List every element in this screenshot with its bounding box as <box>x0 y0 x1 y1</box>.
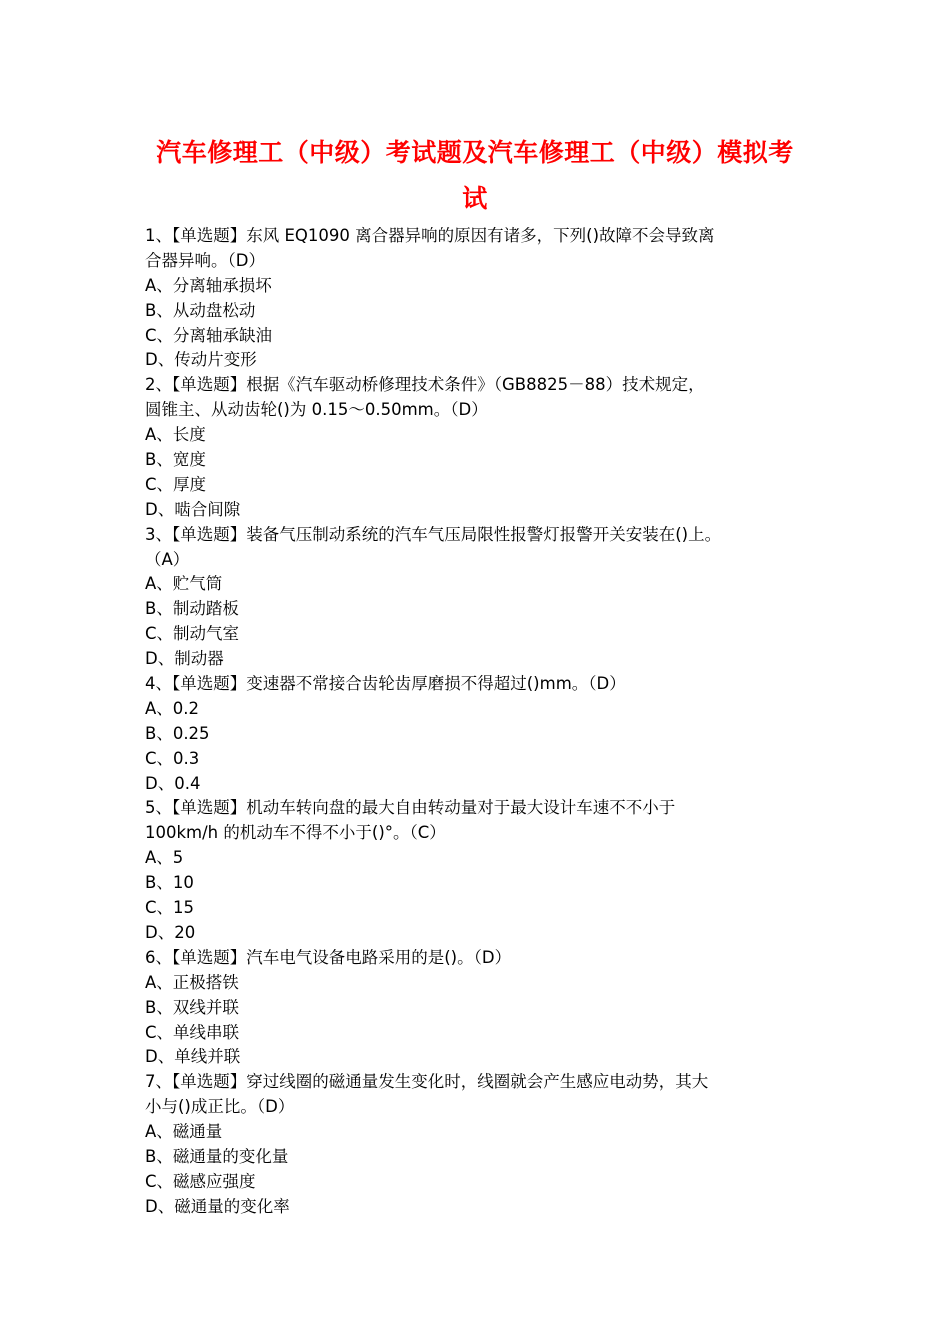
question-block <box>145 672 815 796</box>
answer-option: D、单线并联 <box>145 1047 241 1067</box>
question-block <box>145 796 815 945</box>
answer-option: A、分离轴承损坏 <box>145 275 272 295</box>
question-stem-line: 6、【单选题】汽车电气设备电路采用的是()。（D） <box>145 947 512 967</box>
answer-option: B、从动盘松动 <box>145 300 256 320</box>
answer-option: A、5 <box>145 848 184 868</box>
answer-option: D、20 <box>145 922 196 942</box>
question-stem-line: 5、【单选题】机动车转向盘的最大自由转动量对于最大设计车速不不小于 <box>145 798 676 818</box>
answer-option: B、10 <box>145 873 194 893</box>
answer-option: C、磁感应强度 <box>145 1171 256 1191</box>
question-stem-line: （A） <box>145 549 190 569</box>
answer-option: A、贮气筒 <box>145 574 223 594</box>
answer-option: D、0.4 <box>145 773 201 793</box>
question-stem-line: 2、【单选题】根据《汽车驱动桥修理技术条件》（GB8825－88）技术规定， <box>145 375 705 395</box>
answer-option: D、制动器 <box>145 649 224 669</box>
document-title <box>140 130 810 222</box>
answer-option: A、磁通量 <box>145 1122 223 1142</box>
question-block <box>145 373 815 522</box>
question-stem-line: 100km/h 的机动车不得不小于()°。（C） <box>145 823 446 843</box>
answer-option: C、制动气室 <box>145 624 240 644</box>
question-stem-line: 4、【单选题】变速器不常接合齿轮齿厚磨损不得超过()mm。（D） <box>145 674 626 694</box>
question-block <box>145 946 815 1070</box>
question-stem-line: 1、【单选题】东风 EQ1090 离合器异响的原因有诸多，下列()故障不会导致离 <box>145 226 715 245</box>
question-block <box>145 1070 815 1219</box>
question-stem-line: 7、【单选题】穿过线圈的磁通量发生变化时，线圈就会产生感应电动势，其大 <box>145 1072 709 1092</box>
answer-option: D、啮合间隙 <box>145 499 241 519</box>
answer-option: C、厚度 <box>145 474 207 494</box>
answer-option: D、磁通量的变化率 <box>145 1196 290 1216</box>
answer-option: C、15 <box>145 898 195 918</box>
answer-option: B、制动踏板 <box>145 599 239 619</box>
answer-option: C、0.3 <box>145 748 200 768</box>
answer-option: B、双线并联 <box>145 997 239 1017</box>
answer-option: A、长度 <box>145 425 206 445</box>
answer-option: A、0.2 <box>145 698 200 718</box>
title-line-2: 试 <box>462 184 488 213</box>
answer-option: B、磁通量的变化量 <box>145 1146 289 1166</box>
question-stem-line: 3、【单选题】装备气压制动系统的汽车气压局限性报警灯报警开关安装在()上。 <box>145 524 722 544</box>
question-block <box>145 224 815 373</box>
question-stem-line: 小与()成正比。（D） <box>145 1097 295 1117</box>
question-stem-line: 圆锥主、从动齿轮()为 0.15～0.50mm。（D） <box>145 400 488 420</box>
answer-option: C、分离轴承缺油 <box>145 325 273 345</box>
answer-option: B、宽度 <box>145 450 206 470</box>
question-stem-line: 合器异响。（D） <box>145 250 265 270</box>
answer-option: A、正极搭铁 <box>145 972 239 992</box>
answer-option: D、传动片变形 <box>145 350 257 370</box>
answer-option: C、单线串联 <box>145 1022 240 1042</box>
answer-option: B、0.25 <box>145 723 210 743</box>
question-block <box>145 523 815 672</box>
question-list <box>145 224 815 1220</box>
title-line-1: 汽车修理工（中级）考试题及汽车修理工（中级）模拟考 <box>156 138 794 167</box>
